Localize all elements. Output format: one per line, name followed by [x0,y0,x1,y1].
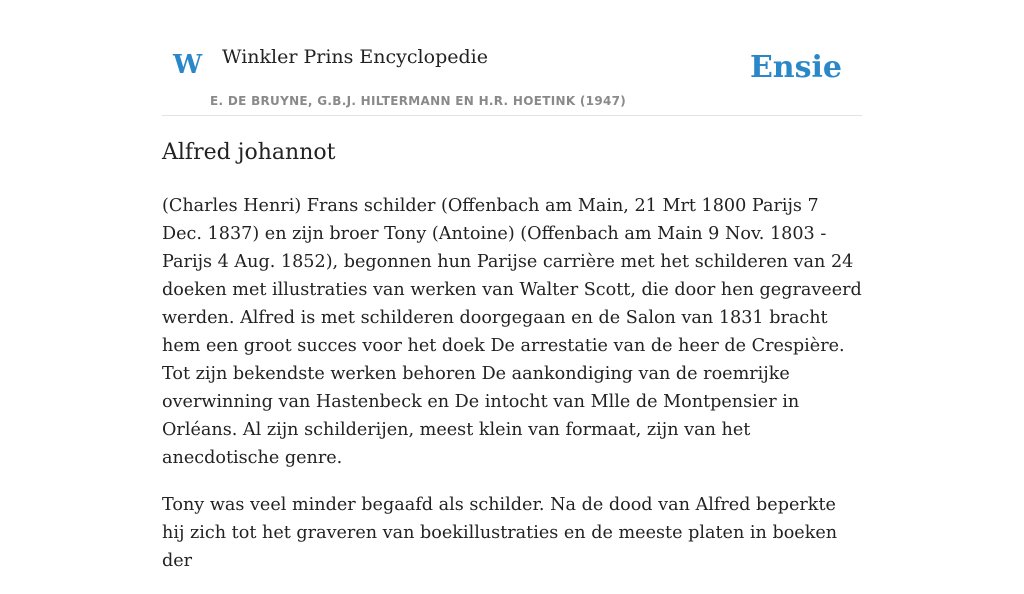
entry-body [162,192,862,594]
brand-logo[interactable]: Ensie [749,50,842,85]
source-authors: E. DE BRUYNE, G.B.J. HILTERMANN EN H.R. HOETINK (1947) [210,94,627,108]
source-title[interactable]: Winkler Prins Encyclopedie [222,46,488,68]
source-header [162,0,862,116]
source-logo[interactable]: W [173,50,203,80]
entry-title: Alfred johannot [162,140,336,165]
entry-paragraph: (Charles Henri) Frans schilder (Offenbach am Main, 21 Mrt 1800 Parijs 7 Dec. 1837) en zijn broer Tony (Antoine) (Offenbach am Main 9 Nov. 1803 - Parijs 4 Aug. 1852), begonnen hun Parijse carrière met het schilderen van 24 doeken met illustraties van werken van Walter Scott, die door hen gegraveerd werden. Alfred is met schilderen doorgegaan en de Salon van 1831 bracht hem een groot succes voor het doek De arrestatie van de heer de Crespière. Tot zijn bekendste werken behoren De aankondiging van de roemrijke overwinning van Hastenbeck en De intocht van Mlle de Montpensier in Orléans. Al zijn schilderijen, meest klein van formaat, zijn van het anecdotische genre. [162,196,862,468]
entry-paragraph: Tony was veel minder begaafd als schilder. Na de dood van Alfred beperkte hij zich tot het graveren van boekillustraties en de meeste platen in boeken der [162,495,838,571]
